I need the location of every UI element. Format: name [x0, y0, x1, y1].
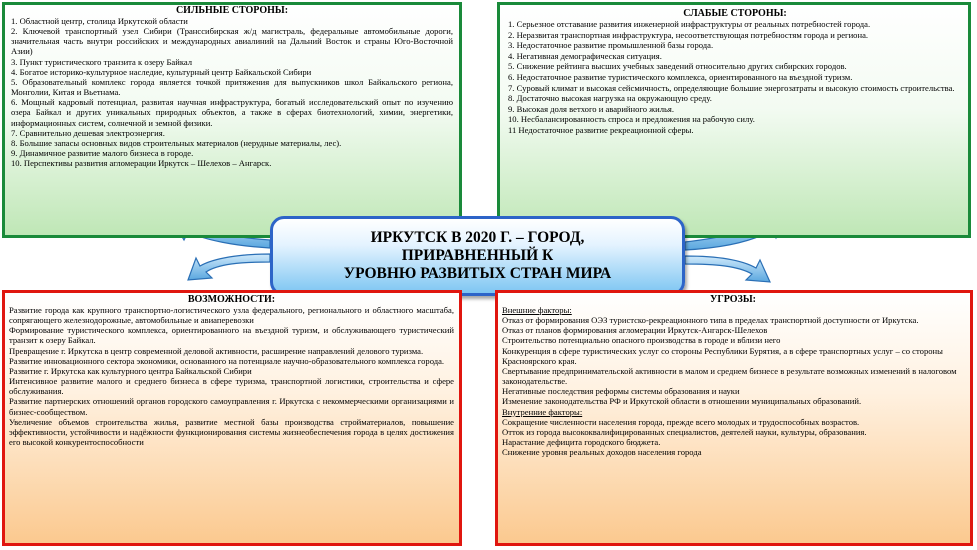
arrow-to-opportunities-icon — [188, 254, 270, 280]
list-item: Строительство потенциально опасного производства в городе и вблизи него — [502, 335, 781, 346]
opportunities-panel — [2, 290, 462, 546]
list-item: Развитие партнерских отношений органов городского самоуправления г. Иркутска с некоммерческими организациями и бизнес-сообществом. — [9, 396, 454, 417]
list-item: Отток из города высококвалифицированных специалистов, деятелей науки, культуры, образования. — [502, 426, 867, 437]
list-item: Развитие инновационного сектора экономики, основанного на потенциале научно-образовательного комплекса города. — [9, 355, 445, 366]
list-item: Негативные последствия реформы системы образования и науки — [502, 386, 740, 397]
list-item: 5. Образовательный комплекс города является точкой притяжения для выпускников школ Байкальского региона, Монголии, Китая и Вьетнама. — [11, 76, 453, 98]
list-item: 1. Серьезное отставание развития инженерной инфраструктуры от реальных потребностей города. — [508, 19, 871, 29]
list-item: Нарастание дефицита городского бюджета. — [502, 437, 661, 448]
list-item: 2. Ключевой транспортный узел Сибири (Транссибирская ж/д магистраль, федеральные автомобильные дороги, значительная часть внутри российских и международных авиалиний на Дальний Восток и страны Юго-Восточной Азии) — [11, 26, 453, 57]
list-item: 9. Динамичное развитие малого бизнеса в городе. — [11, 148, 194, 159]
list-item: 4. Негативная демографическая ситуация. — [508, 50, 662, 61]
strengths-title: СИЛЬНЫЕ СТОРОНЫ: — [175, 5, 289, 16]
weaknesses-list — [508, 19, 962, 136]
list-item: 11 Недостаточное развитие рекреационной сферы. — [508, 124, 694, 135]
list-item: Развитие г. Иркутска как культурного центра Байкальской Сибири — [9, 365, 252, 376]
threats-panel — [495, 290, 973, 546]
list-item: Увеличение объемов строительства жилья, развитие местной базы производства стройматериалов, повышение эффективности, устойчивости и надёжности функционирования системы жизнеобеспечения города в целях достижения его высокой конкурентоспособности — [9, 416, 454, 448]
list-item: Сокращение численности населения города, прежде всего молодых и трудоспособных возрастов. — [502, 416, 860, 427]
central-goal-line: ИРКУТСК В 2020 Г. – ГОРОД, — [370, 229, 585, 246]
list-item: 6. Недостаточное развитие туристического комплекса, ориентированного на въездной туризм. — [508, 71, 853, 82]
list-item: Изменение законодательства РФ и Иркутской области в отношении муниципальных образований. — [502, 396, 862, 407]
list-item: Свертывание предпринимательской активности в малом и среднем бизнесе в результате возможных изменений в налоговом законодательстве. — [502, 365, 957, 387]
list-item: Конкуренция в сфере туристических услуг со стороны Республики Бурятия, а в сфере транспортных услуг – со стороны Красноярского края. — [502, 345, 943, 366]
list-item: Развитие города как крупного транспортно-логистического узла федерального, регионального и областного масштаба, сопрягающего железнодорожные, автомобильные и авиаперевозки — [9, 305, 454, 326]
list-item: 7. Суровый климат и высокая сейсмичность, определяющие большие энергозатраты и высокую стоимость строительства. — [508, 82, 955, 93]
list-item: 3. Недостаточное развитие промышленной базы города. — [508, 40, 714, 51]
list-item: 9. Высокая доля ветхого и аварийного жилья. — [508, 103, 675, 114]
threats-internal-heading: Внутренние факторы: — [502, 406, 583, 417]
list-item: 10. Перспективы развития агломерации Иркутск – Шелехов – Ангарск. — [11, 158, 272, 169]
list-item: 5. Снижение рейтинга высших учебных заведений относительно других сибирских городов. — [508, 61, 847, 72]
list-item: 7. Сравнительно дешевая электроэнергия. — [11, 127, 165, 138]
weaknesses-title: СЛАБЫЕ СТОРОНЫ: — [683, 8, 787, 19]
strengths-panel — [2, 2, 462, 238]
list-item: Формирование туристического комплекса, ориентированного на въездной туризм, и обслуживающего туристический транзит к озеру Байкал. — [9, 325, 454, 346]
list-item: 6. Мощный кадровый потенциал, развитая научная инфраструктура, богатый исследовательский опыт по изучению озера Байкал и других уникальных природных объектов, а также в сферах биотехнологий, химии, энергетики, информационных систем, солнечной и земной физики. — [11, 97, 453, 128]
list-item: 1. Областной центр, столица Иркутской области — [11, 16, 188, 26]
central-goal-line: ПРИРАВНЕННЫЙ К — [401, 247, 554, 264]
opportunities-title: ВОЗМОЖНОСТИ: — [187, 294, 276, 305]
central-goal-line: УРОВНЮ РАЗВИТЫХ СТРАН МИРА — [343, 265, 612, 282]
list-item: 8. Достаточно высокая нагрузка на окружающую среду. — [508, 93, 712, 104]
weaknesses-panel — [497, 2, 971, 238]
central-goal-box — [270, 216, 685, 296]
list-item: Превращение г. Иркутска в центр современной деловой активности, расширение направлений делового туризма. — [9, 345, 424, 356]
list-item: 3. Пункт туристического транзита к озеру Байкал — [11, 56, 193, 67]
list-item: Снижение уровня реальных доходов населения города — [502, 447, 702, 458]
list-item: 4. Богатое историко-культурное наследие, культурный центр Байкальской Сибири — [11, 66, 312, 77]
list-item: Интенсивное развитие малого и среднего бизнеса в сфере туризма, транспортной логистики, строительства и сфере обслуживания. — [9, 376, 454, 397]
threats-title: УГРОЗЫ: — [710, 294, 756, 305]
list-item: 2. Неразвитая транспортная инфраструктура, несоответствующая потребностям города и региона. — [508, 29, 869, 40]
list-item: Отказ от формирования ОЭЗ туристско-рекреационного типа в пределах транспортной доступности от Иркутска. — [502, 315, 919, 326]
arrow-to-threats-icon — [685, 256, 770, 282]
list-item: 10. Несбалансированность спроса и предложения на рабочую силу. — [508, 114, 755, 125]
list-item: Отказ от планов формирования агломерации Иркутск-Ангарск-Шелехов — [502, 325, 768, 336]
threats-list — [502, 305, 964, 457]
list-item: 8. Большие запасы основных видов строительных материалов (нерудные материалы, лес). — [11, 137, 342, 148]
opportunities-list — [9, 305, 454, 447]
strengths-list — [11, 16, 453, 168]
threats-external-heading: Внешние факторы: — [502, 305, 572, 315]
